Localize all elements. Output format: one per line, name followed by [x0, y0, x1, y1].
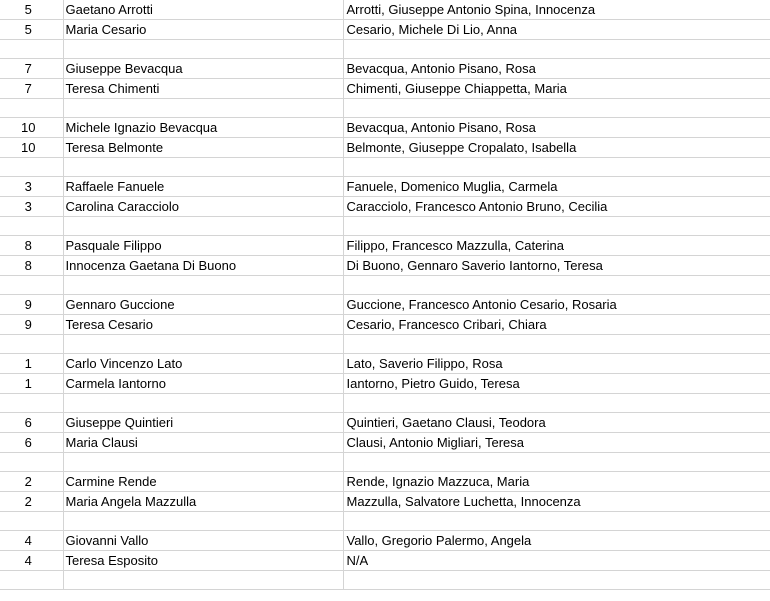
cell-number[interactable]: 5 — [0, 0, 63, 20]
cell-name[interactable]: Pasquale Filippo — [63, 236, 343, 256]
table-row[interactable] — [0, 374, 770, 394]
cell-parents[interactable]: Cesario, Francesco Cribari, Chiara — [343, 315, 770, 335]
cell-name[interactable]: Teresa Cesario — [63, 315, 343, 335]
cell-name[interactable] — [63, 99, 343, 118]
cell-number[interactable]: 10 — [0, 138, 63, 158]
cell-name[interactable]: Giuseppe Bevacqua — [63, 59, 343, 79]
cell-parents[interactable] — [343, 335, 770, 354]
table-row[interactable] — [0, 217, 770, 236]
cell-parents[interactable]: Di Buono, Gennaro Saverio Iantorno, Teresa — [343, 256, 770, 276]
cell-parents[interactable]: Lato, Saverio Filippo, Rosa — [343, 354, 770, 374]
cell-name[interactable]: Gaetano Arrotti — [63, 0, 343, 20]
cell-number[interactable] — [0, 394, 63, 413]
cell-number[interactable] — [0, 40, 63, 59]
cell-parents[interactable]: Rende, Ignazio Mazzuca, Maria — [343, 472, 770, 492]
cell-number[interactable]: 4 — [0, 551, 63, 571]
cell-number[interactable]: 3 — [0, 177, 63, 197]
cell-number[interactable]: 5 — [0, 20, 63, 40]
cell-parents[interactable] — [343, 512, 770, 531]
cell-name[interactable]: Carmine Rende — [63, 472, 343, 492]
cell-parents[interactable]: Caracciolo, Francesco Antonio Bruno, Cecilia — [343, 197, 770, 217]
cell-name[interactable] — [63, 276, 343, 295]
cell-parents[interactable]: Iantorno, Pietro Guido, Teresa — [343, 374, 770, 394]
cell-name[interactable]: Teresa Belmonte — [63, 138, 343, 158]
table-row[interactable] — [0, 118, 770, 138]
cell-name[interactable]: Teresa Chimenti — [63, 79, 343, 99]
cell-number[interactable] — [0, 99, 63, 118]
cell-parents[interactable]: Belmonte, Giuseppe Cropalato, Isabella — [343, 138, 770, 158]
cell-name[interactable]: Giuseppe Quintieri — [63, 413, 343, 433]
cell-name[interactable] — [63, 512, 343, 531]
table-row[interactable] — [0, 492, 770, 512]
table-row[interactable] — [0, 551, 770, 571]
cell-name[interactable]: Maria Angela Mazzulla — [63, 492, 343, 512]
cell-parents[interactable] — [343, 217, 770, 236]
table-row[interactable] — [0, 158, 770, 177]
cell-number[interactable]: 9 — [0, 295, 63, 315]
table-row[interactable] — [0, 256, 770, 276]
table-row[interactable] — [0, 315, 770, 335]
table-row[interactable] — [0, 354, 770, 374]
cell-parents[interactable]: Quintieri, Gaetano Clausi, Teodora — [343, 413, 770, 433]
cell-name[interactable]: Carmela Iantorno — [63, 374, 343, 394]
cell-name[interactable] — [63, 453, 343, 472]
table-row[interactable] — [0, 197, 770, 217]
cell-number[interactable]: 10 — [0, 118, 63, 138]
cell-parents[interactable] — [343, 394, 770, 413]
cell-number[interactable]: 4 — [0, 531, 63, 551]
cell-name[interactable]: Raffaele Fanuele — [63, 177, 343, 197]
cell-parents[interactable] — [343, 276, 770, 295]
cell-name[interactable] — [63, 40, 343, 59]
table-row[interactable] — [0, 433, 770, 453]
cell-number[interactable]: 1 — [0, 374, 63, 394]
table-row[interactable] — [0, 512, 770, 531]
cell-parents[interactable] — [343, 158, 770, 177]
table-row[interactable] — [0, 413, 770, 433]
cell-parents[interactable] — [343, 453, 770, 472]
table-row[interactable] — [0, 394, 770, 413]
cell-name[interactable] — [63, 394, 343, 413]
cell-number[interactable]: 6 — [0, 433, 63, 453]
cell-parents[interactable] — [343, 571, 770, 590]
cell-name[interactable]: Michele Ignazio Bevacqua — [63, 118, 343, 138]
table-row[interactable] — [0, 453, 770, 472]
cell-number[interactable] — [0, 276, 63, 295]
table-row[interactable] — [0, 40, 770, 59]
table-row[interactable] — [0, 571, 770, 590]
cell-name[interactable] — [63, 217, 343, 236]
cell-number[interactable]: 7 — [0, 79, 63, 99]
cell-parents[interactable] — [343, 99, 770, 118]
table-row[interactable] — [0, 276, 770, 295]
table-row[interactable] — [0, 335, 770, 354]
cell-name[interactable] — [63, 571, 343, 590]
cell-name[interactable] — [63, 335, 343, 354]
cell-number[interactable] — [0, 571, 63, 590]
table-row[interactable] — [0, 20, 770, 40]
table-row[interactable] — [0, 0, 770, 20]
cell-parents[interactable]: N/A — [343, 551, 770, 571]
cell-name[interactable]: Maria Clausi — [63, 433, 343, 453]
cell-parents[interactable] — [343, 40, 770, 59]
cell-name[interactable]: Gennaro Guccione — [63, 295, 343, 315]
cell-number[interactable]: 3 — [0, 197, 63, 217]
cell-name[interactable]: Giovanni Vallo — [63, 531, 343, 551]
cell-number[interactable]: 2 — [0, 492, 63, 512]
cell-name[interactable]: Carolina Caracciolo — [63, 197, 343, 217]
cell-parents[interactable]: Cesario, Michele Di Lio, Anna — [343, 20, 770, 40]
cell-name[interactable]: Innocenza Gaetana Di Buono — [63, 256, 343, 276]
cell-number[interactable]: 9 — [0, 315, 63, 335]
table-row[interactable] — [0, 295, 770, 315]
cell-number[interactable] — [0, 512, 63, 531]
cell-parents[interactable]: Arrotti, Giuseppe Antonio Spina, Innocenza — [343, 0, 770, 20]
table-row[interactable] — [0, 59, 770, 79]
cell-number[interactable]: 8 — [0, 236, 63, 256]
cell-name[interactable]: Maria Cesario — [63, 20, 343, 40]
cell-parents[interactable]: Bevacqua, Antonio Pisano, Rosa — [343, 118, 770, 138]
cell-parents[interactable]: Vallo, Gregorio Palermo, Angela — [343, 531, 770, 551]
table-row[interactable] — [0, 79, 770, 99]
cell-number[interactable] — [0, 217, 63, 236]
cell-number[interactable]: 7 — [0, 59, 63, 79]
cell-number[interactable]: 2 — [0, 472, 63, 492]
cell-name[interactable]: Carlo Vincenzo Lato — [63, 354, 343, 374]
table-row[interactable] — [0, 138, 770, 158]
cell-number[interactable] — [0, 158, 63, 177]
cell-name[interactable]: Teresa Esposito — [63, 551, 343, 571]
table-row[interactable] — [0, 99, 770, 118]
cell-number[interactable] — [0, 335, 63, 354]
cell-parents[interactable]: Guccione, Francesco Antonio Cesario, Rosaria — [343, 295, 770, 315]
table-row[interactable] — [0, 472, 770, 492]
cell-number[interactable] — [0, 453, 63, 472]
cell-name[interactable] — [63, 158, 343, 177]
cell-parents[interactable]: Bevacqua, Antonio Pisano, Rosa — [343, 59, 770, 79]
cell-number[interactable]: 1 — [0, 354, 63, 374]
cell-parents[interactable]: Filippo, Francesco Mazzulla, Caterina — [343, 236, 770, 256]
table-row[interactable] — [0, 236, 770, 256]
cell-parents[interactable]: Clausi, Antonio Migliari, Teresa — [343, 433, 770, 453]
table-row[interactable] — [0, 531, 770, 551]
cell-number[interactable]: 6 — [0, 413, 63, 433]
cell-parents[interactable]: Fanuele, Domenico Muglia, Carmela — [343, 177, 770, 197]
cell-parents[interactable]: Mazzulla, Salvatore Luchetta, Innocenza — [343, 492, 770, 512]
cell-parents[interactable]: Chimenti, Giuseppe Chiappetta, Maria — [343, 79, 770, 99]
cell-number[interactable]: 8 — [0, 256, 63, 276]
table-row[interactable] — [0, 177, 770, 197]
